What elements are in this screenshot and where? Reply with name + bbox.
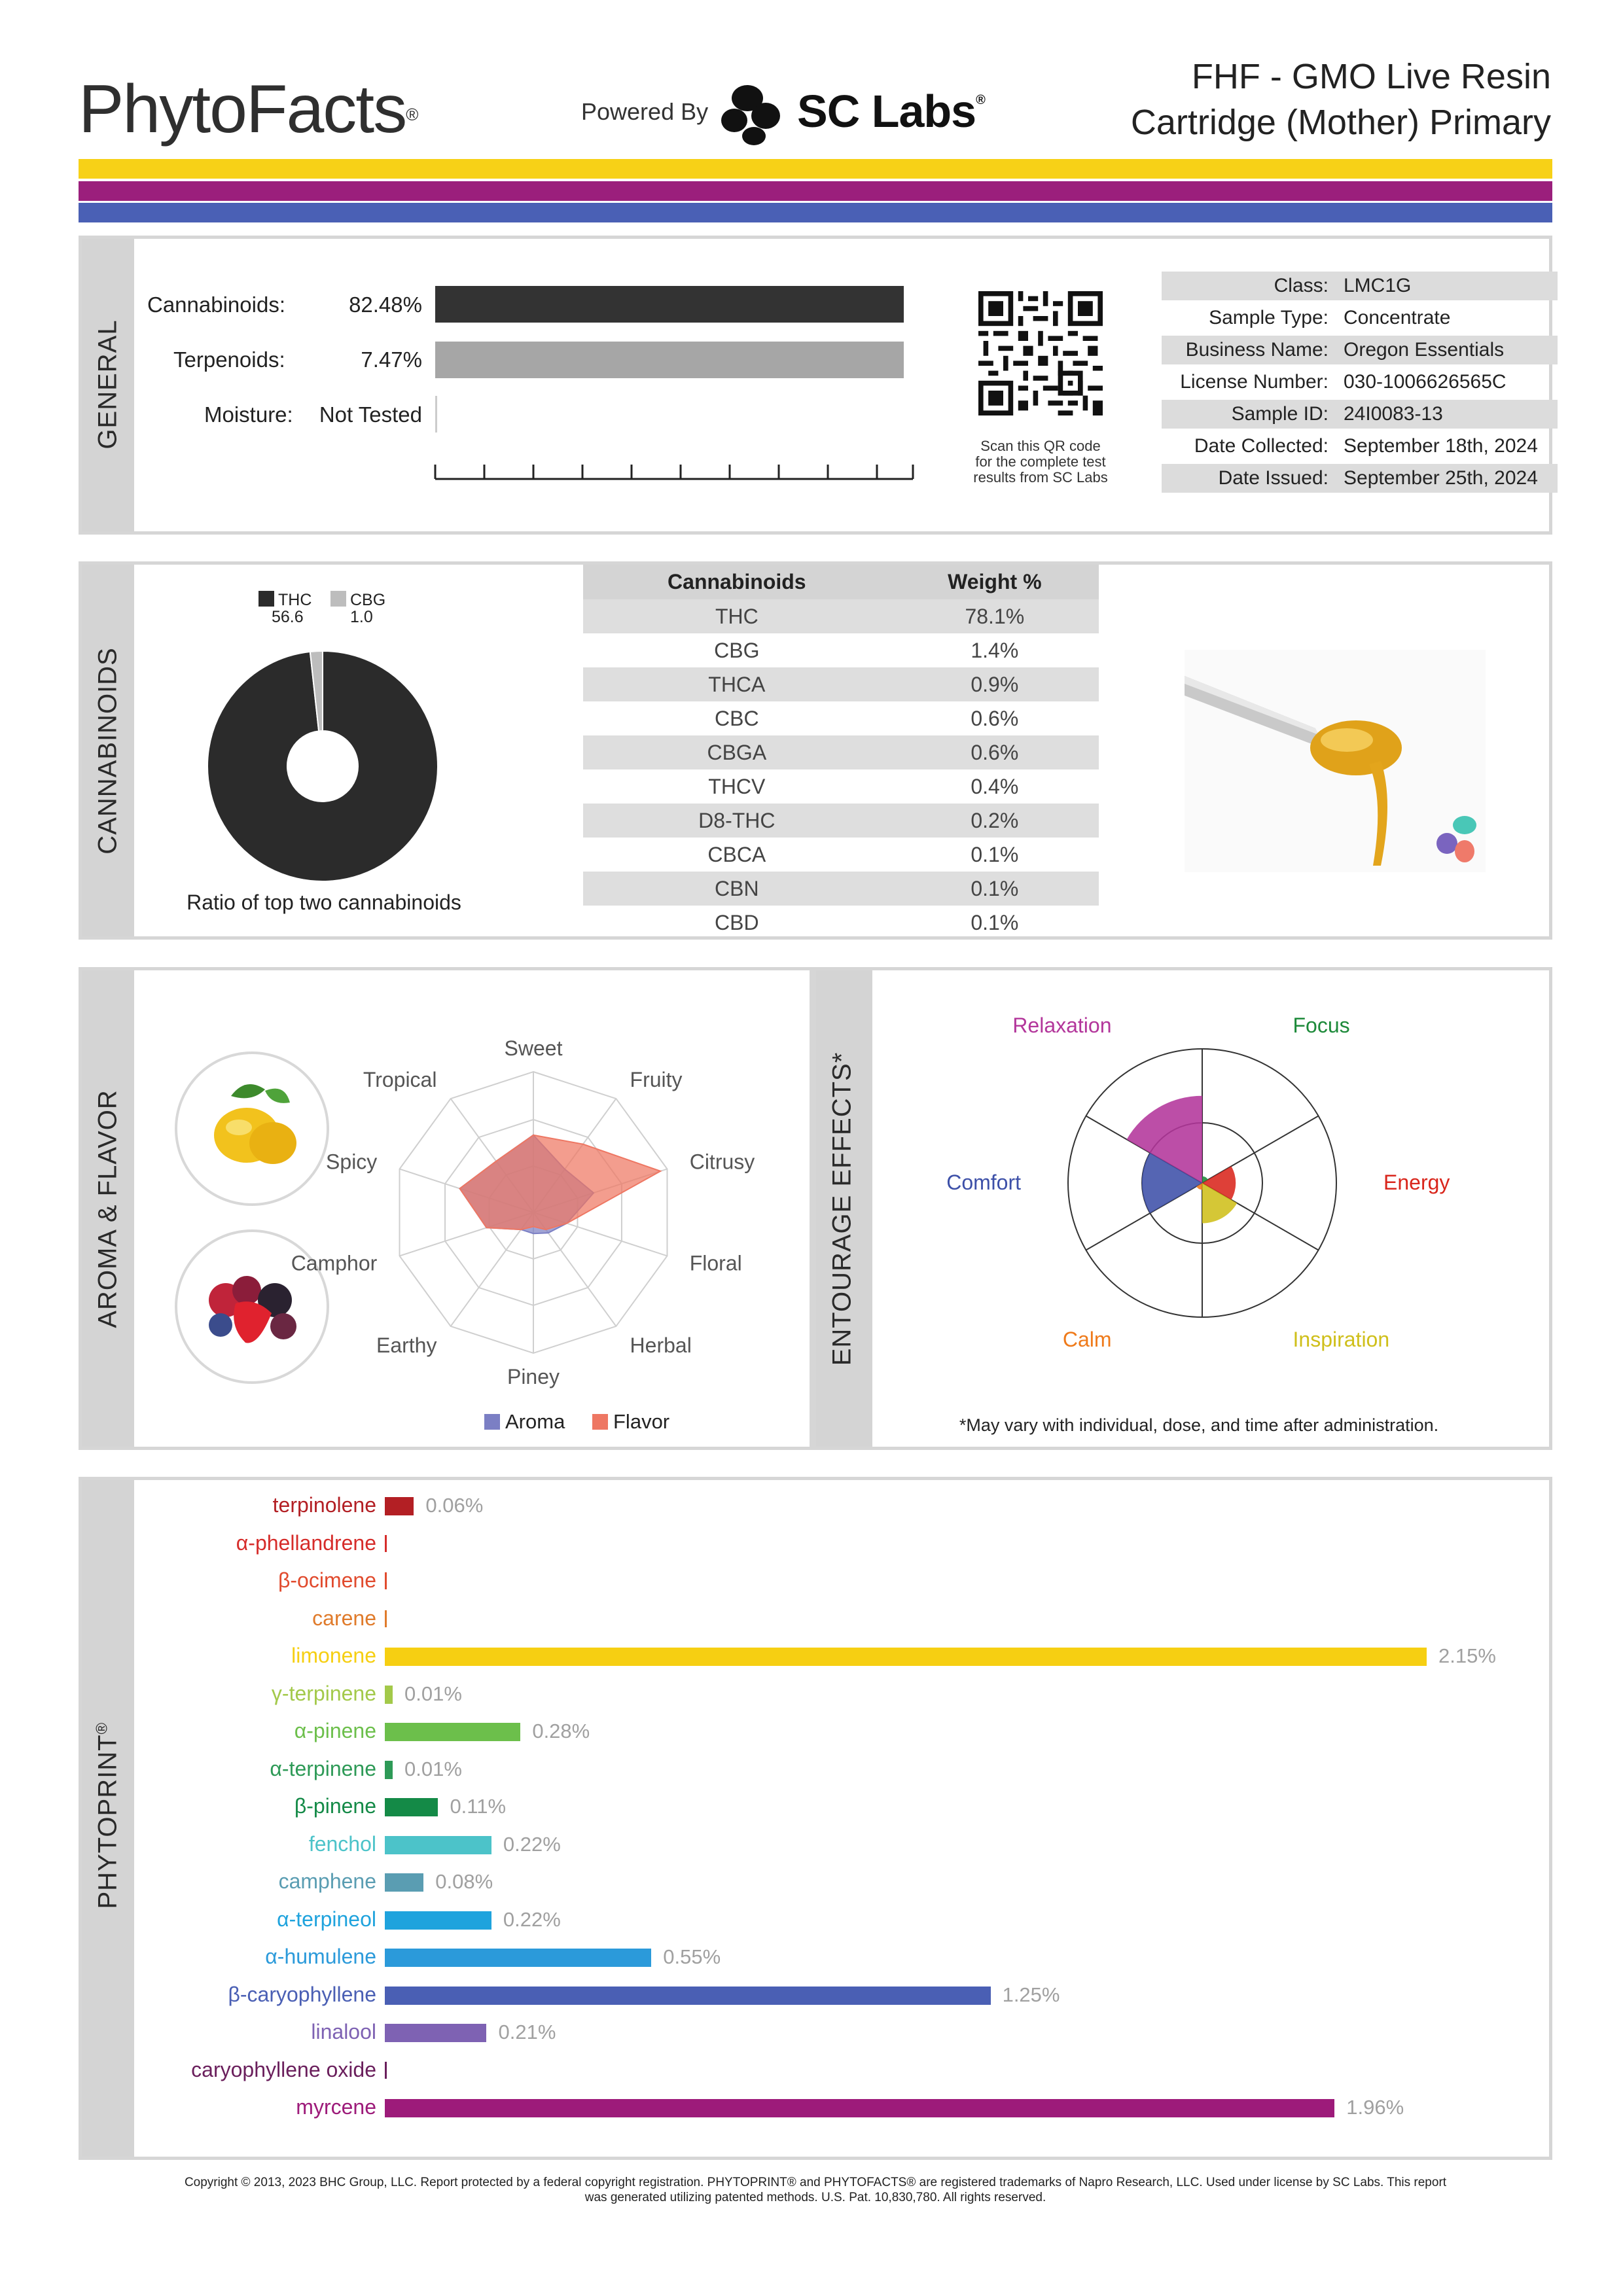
- terpene-value-label: 0.55%: [663, 1945, 721, 1968]
- terpene-value-label: 0.08%: [435, 1870, 493, 1893]
- cannabinoid-name: THCA: [583, 667, 891, 701]
- cannabinoid-weight: 1.4%: [971, 638, 1019, 662]
- terpene-bar: [385, 2099, 1334, 2117]
- cannabinoid-name: CBC: [715, 706, 759, 730]
- cannabinoids-bar: [435, 286, 904, 323]
- brand-mark: ®: [406, 105, 418, 124]
- sample-info: [1162, 272, 1558, 493]
- terpene-name: terpinolene: [272, 1493, 376, 1517]
- cannabinoids-label: Cannabinoids:: [147, 292, 285, 317]
- stripe-blue: [79, 203, 1552, 222]
- moisture-bar-start: [435, 396, 437, 433]
- terpene-bar: [385, 1836, 491, 1854]
- table-row: [583, 633, 1099, 667]
- general-sidebar: [82, 239, 134, 531]
- table-header-weight: Weight %: [891, 565, 1099, 599]
- terpene-bar-chart: [82, 1480, 1549, 2157]
- table-header-row: [583, 565, 1099, 599]
- info-key: License Number:: [1180, 371, 1329, 393]
- radar-axis-label: Tropical: [363, 1067, 437, 1091]
- terpene-bar: [385, 1648, 1427, 1666]
- scale-axis: [432, 458, 916, 484]
- terpene-name: fenchol: [308, 1831, 376, 1856]
- legend-name-thc: THC: [278, 591, 312, 609]
- radar-axis-label: Sweet: [504, 1036, 563, 1060]
- table-row: [583, 701, 1099, 735]
- terpene-name: α-terpineol: [277, 1907, 376, 1931]
- terpene-value-label: 2.15%: [1438, 1644, 1496, 1667]
- legend-value-cbg: 1.0: [350, 608, 373, 626]
- entourage-effects-chart: [947, 1010, 1457, 1356]
- table-row: [583, 667, 1099, 701]
- powered-by-label: Powered By: [581, 98, 709, 125]
- terpene-name: linalool: [311, 2020, 376, 2043]
- aroma-section-label: AROMA & FLAVOR: [93, 1089, 122, 1328]
- terpene-name: myrcene: [296, 2095, 376, 2119]
- legend-name-cbg: CBG: [350, 591, 386, 609]
- info-value: Concentrate: [1344, 307, 1451, 328]
- terpene-value-label: 0.01%: [404, 1682, 462, 1705]
- product-title-line1: FHF - GMO Live Resin: [1191, 57, 1551, 96]
- terpene-name: α-pinene: [294, 1719, 376, 1742]
- cannabinoids-section-label: CANNABINOIDS: [93, 647, 122, 855]
- cannabinoid-weight: 0.1%: [891, 872, 1099, 906]
- radar-axis-label: Camphor: [291, 1251, 378, 1275]
- info-key: Date Collected:: [1194, 435, 1329, 457]
- info-row-date-collected: [1162, 432, 1558, 461]
- legend-swatch-cbg: [330, 591, 346, 607]
- effect-label-calm: Calm: [1062, 1327, 1112, 1351]
- radar-axis-label: Piney: [507, 1365, 560, 1388]
- cannabinoid-donut-chart: [205, 648, 440, 884]
- effect-label-energy: Energy: [1383, 1171, 1450, 1194]
- general-section-label: GENERAL: [93, 319, 122, 450]
- cannabinoid-weight: 0.2%: [891, 804, 1099, 838]
- concentrate-product-image: [1185, 650, 1486, 872]
- radar-axis-label: Herbal: [630, 1333, 692, 1358]
- info-row-date-issued: [1162, 464, 1558, 493]
- terpene-name: γ-terpinene: [271, 1681, 376, 1705]
- cannabinoid-name: THC: [583, 599, 891, 633]
- terpene-bar: [385, 1911, 491, 1930]
- table-header-cannabinoids: Cannabinoids: [583, 565, 891, 599]
- effect-label-comfort: Comfort: [946, 1171, 1021, 1194]
- cannabinoid-weight: 0.6%: [891, 735, 1099, 769]
- terpene-name: β-pinene: [294, 1794, 376, 1818]
- info-value: Oregon Essentials: [1344, 339, 1505, 361]
- terpene-name: β-caryophyllene: [228, 1982, 376, 2006]
- terpenoids-label: Terpenoids:: [173, 347, 285, 372]
- cannabinoid-weight: 0.4%: [971, 774, 1019, 798]
- terpene-bar: [385, 1873, 423, 1892]
- effect-label-focus: Focus: [1293, 1014, 1350, 1038]
- copyright-footer: [79, 2175, 1552, 2205]
- table-row: [583, 769, 1099, 804]
- table-row: [583, 599, 1099, 633]
- cannabinoid-name: CBD: [715, 910, 759, 934]
- terpene-bar: [385, 1686, 393, 1704]
- info-row-business-name: [1162, 336, 1558, 364]
- legend-swatch-flavor: [592, 1414, 608, 1430]
- legend-name-flavor: Flavor: [613, 1410, 670, 1433]
- terpene-value-label: 0.28%: [532, 1720, 590, 1742]
- cannabinoid-name: CBN: [583, 872, 891, 906]
- lemon-icon: [173, 1050, 330, 1207]
- radar-series-flavor: [460, 1135, 661, 1229]
- footer-line1: Copyright © 2013, 2023 BHC Group, LLC. Report protected by a federal copyright registration. PHYTOPRINT® and PHYTOFACTS® are registered trademarks of Napro Research, LLC. Used under license by SC Labs. This report: [184, 2176, 1447, 2189]
- footer-line2: was generated utilizing patented methods. U.S. Pat. 10,830,780. All rights reserved.: [584, 2191, 1046, 2204]
- phytoprint-title: PHYTOPRINT: [93, 1734, 122, 1909]
- terpene-bar: [385, 1987, 991, 2005]
- phytoprint-panel: [79, 1477, 1552, 2160]
- aroma-flavor-radar-chart: [291, 1016, 755, 1388]
- stripe-magenta: [79, 181, 1552, 201]
- terpene-value-label: 0.06%: [425, 1494, 484, 1517]
- cannabinoid-weight: 0.1%: [971, 842, 1019, 866]
- info-row-class: [1162, 272, 1558, 300]
- terpene-value-label: 0.11%: [450, 1795, 507, 1818]
- info-row-sample-id: [1162, 400, 1558, 429]
- terpene-name: α-humulene: [265, 1945, 376, 1968]
- legend-name-aroma: Aroma: [505, 1410, 565, 1433]
- cannabinoid-weight: 0.9%: [891, 667, 1099, 701]
- cannabinoid-table: [583, 565, 1099, 940]
- terpene-value-label: 1.25%: [1002, 1983, 1060, 2006]
- info-key: Class:: [1274, 275, 1329, 296]
- table-row: [583, 804, 1099, 838]
- info-value: 24I0083-13: [1344, 403, 1443, 425]
- radar-axis-label: Fruity: [630, 1067, 683, 1091]
- info-row-sample-type: [1162, 304, 1558, 332]
- cannabinoid-name: CBCA: [707, 842, 766, 866]
- qr-caption-line1: Scan this QR code: [980, 438, 1101, 454]
- terpene-bar: [385, 1949, 651, 1967]
- cannabinoid-name: D8-THC: [583, 804, 891, 838]
- terpene-value-label: 0.22%: [503, 1832, 561, 1856]
- aroma-sidebar: [82, 970, 134, 1447]
- cannabinoids-value: 82.48%: [349, 292, 422, 317]
- terpene-name: carene: [312, 1606, 376, 1630]
- phytofacts-logo: [79, 71, 417, 149]
- terpene-bar: [385, 1761, 393, 1779]
- info-key: Date Issued:: [1218, 467, 1329, 489]
- terpene-bar: [385, 1610, 387, 1627]
- cannabinoid-name: THCV: [708, 774, 766, 798]
- terpene-bar: [385, 1723, 520, 1741]
- qr-code[interactable]: [978, 291, 1103, 415]
- lab-mark: ®: [976, 93, 985, 107]
- terpene-value-label: 0.21%: [498, 2021, 556, 2043]
- effect-label-relaxation: Relaxation: [1012, 1014, 1112, 1038]
- cannabinoid-weight: 0.1%: [971, 910, 1019, 934]
- cannabinoid-weight: 78.1%: [891, 599, 1099, 633]
- info-value: September 18th, 2024: [1344, 435, 1538, 457]
- info-value: September 25th, 2024: [1344, 467, 1538, 489]
- cannabinoids-sidebar: [82, 565, 134, 936]
- info-key: Sample ID:: [1231, 403, 1329, 425]
- terpene-bar: [385, 1798, 438, 1816]
- moisture-label: Moisture:: [204, 402, 293, 427]
- entourage-footnote: *May vary with individual, dose, and time after administration.: [959, 1415, 1439, 1435]
- info-value: LMC1G: [1344, 275, 1412, 296]
- table-row: [583, 735, 1099, 769]
- terpene-bar: [385, 1572, 387, 1589]
- qr-caption-line3: results from SC Labs: [973, 469, 1108, 486]
- donut-caption: Ratio of top two cannabinoids: [187, 891, 461, 914]
- product-title-line2: Cartridge (Mother) Primary: [1130, 103, 1551, 142]
- cannabinoid-name: CBGA: [583, 735, 891, 769]
- cannabinoid-name: CBG: [714, 638, 760, 662]
- entourage-panel: [813, 967, 1552, 1450]
- terpene-value-label: 0.01%: [404, 1757, 462, 1780]
- terpene-bar: [385, 2024, 486, 2042]
- terpene-name: α-phellandrene: [236, 1530, 376, 1555]
- terpene-value-label: 1.96%: [1346, 2096, 1404, 2119]
- terpene-bar: [385, 2062, 387, 2079]
- phytoprint-mark: ®: [93, 1722, 111, 1735]
- lab-name: SC Labs: [797, 86, 976, 137]
- table-row: [583, 906, 1099, 940]
- radar-axis-label: Spicy: [326, 1150, 378, 1174]
- table-row: [583, 838, 1099, 872]
- brand-name: PhytoFacts: [79, 71, 406, 147]
- stripe-yellow: [79, 159, 1552, 179]
- terpene-bar: [385, 1535, 387, 1552]
- table-row: [583, 872, 1099, 906]
- entourage-sidebar: [816, 970, 872, 1447]
- radar-legend: [484, 1410, 713, 1436]
- legend-swatch-aroma: [484, 1414, 500, 1430]
- cannabinoids-panel: [79, 561, 1552, 940]
- product-title: [1131, 54, 1551, 145]
- terpenoids-bar: [435, 342, 904, 378]
- entourage-section-label: ENTOURAGE EFFECTS*: [827, 1051, 857, 1366]
- radar-axis-label: Floral: [689, 1251, 742, 1275]
- info-value: 030-1006626565C: [1344, 371, 1507, 393]
- terpene-name: caryophyllene oxide: [191, 2057, 376, 2081]
- terpene-value-label: 0.22%: [503, 1907, 561, 1931]
- general-panel: [79, 236, 1552, 535]
- sc-labs-logo-icon: [720, 80, 792, 145]
- legend-swatch-thc: [259, 591, 274, 607]
- donut-legend: [259, 590, 494, 629]
- moisture-value: Not Tested: [319, 402, 422, 427]
- radar-axis-label: Earthy: [376, 1333, 437, 1358]
- legend-value-thc: 56.6: [272, 608, 304, 626]
- terpene-name: α-terpinene: [270, 1756, 376, 1780]
- terpene-name: β-ocimene: [277, 1568, 376, 1592]
- radar-axis-label: Citrusy: [689, 1150, 755, 1174]
- terpene-bar: [385, 1497, 414, 1515]
- qr-caption: [959, 438, 1122, 486]
- terpenoids-value: 7.47%: [361, 347, 422, 372]
- sc-labs-wordmark: [797, 85, 985, 137]
- effect-label-inspiration: Inspiration: [1293, 1327, 1390, 1351]
- cannabinoid-weight: 0.6%: [971, 706, 1019, 730]
- info-key: Business Name:: [1185, 339, 1329, 361]
- terpene-name: camphene: [278, 1869, 376, 1893]
- info-row-license-number: [1162, 368, 1558, 397]
- qr-caption-line2: for the complete test: [975, 453, 1106, 470]
- terpene-name: limonene: [291, 1644, 376, 1667]
- aroma-flavor-panel: [79, 967, 813, 1450]
- info-key: Sample Type:: [1209, 307, 1329, 328]
